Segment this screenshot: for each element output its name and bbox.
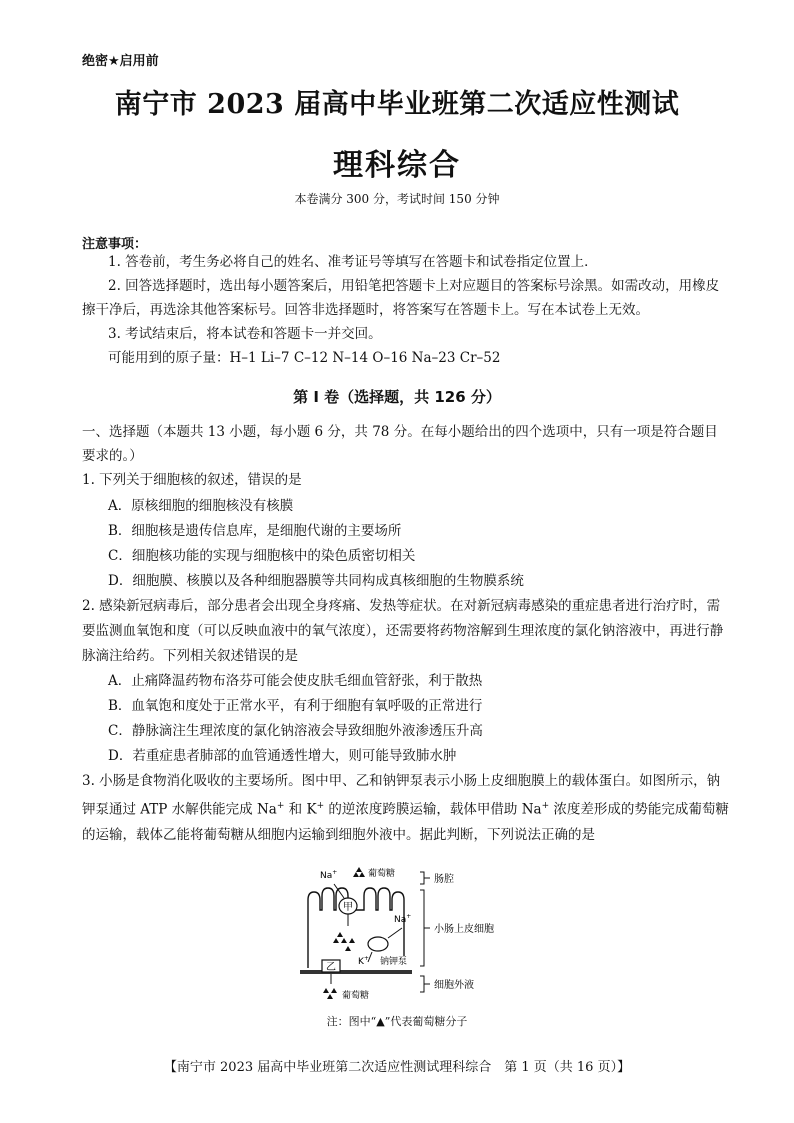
pump-label: 钠钾泵: [380, 957, 408, 967]
bracket-lumen: [420, 872, 430, 884]
glucose-molecules: [323, 867, 365, 999]
bracket-epithelium: [420, 890, 430, 966]
question-2-option-c: C．静脉滴注生理浓度的氯化钠溶液会导致细胞外液渗透压升高: [108, 723, 483, 739]
notice-heading: 注意事项：: [82, 237, 148, 252]
k-label-charge: +: [363, 955, 369, 962]
exam-subject: 理科综合: [333, 148, 461, 183]
na-label-charge: +: [332, 869, 338, 876]
carrier-yi-label: 乙: [326, 962, 336, 973]
k-label: [358, 955, 369, 967]
na-label-text: Na: [394, 915, 407, 925]
question-1-option-b: B．细胞核是遗传信息库，是细胞代谢的主要场所: [108, 523, 402, 539]
na-label-top: [320, 869, 337, 881]
basement-membrane: [300, 970, 412, 974]
question-1-option-a: A．原核细胞的细胞核没有核膜: [108, 498, 294, 514]
sodium-potassium-pump: [368, 937, 388, 951]
carrier-jia-label: 甲: [343, 902, 353, 913]
intestinal-cell-diagram: [296, 866, 516, 1006]
epithelium-label: 小肠上皮细胞: [434, 924, 494, 935]
section-title: 第 I 卷（选择题，共 126 分）: [293, 388, 501, 406]
question-1-option-d: D．细胞膜、核膜以及各种细胞器膜等共同构成真核细胞的生物膜系统: [108, 573, 524, 589]
question-1-stem: 1. 下列关于细胞核的叙述，错误的是: [82, 472, 302, 488]
confidential-mark: 绝密★启用前: [82, 54, 159, 69]
question-3-stem-part-4: 浓度差形成的势能完成葡萄糖的运输，载体乙能将葡萄糖从细胞内运输到细胞外液中。据此判断，下列说法正确的是: [82, 801, 729, 843]
superscript-plus: +: [316, 801, 325, 811]
question-3-stem: [82, 769, 732, 848]
page-footer: 【南宁市 2023 届高中毕业班第二次适应性测试理科综合 第 1 页（共 16 页）】: [163, 1060, 631, 1075]
notice-item-3: 3. 考试结束后，将本试卷和答题卡一并交回。: [108, 326, 382, 342]
question-2-option-b: B．血氧饱和度处于正常水平，有利于细胞有氧呼吸的正常进行: [108, 698, 483, 714]
lumen-label: 肠腔: [434, 874, 454, 885]
k-label-text: K: [358, 957, 364, 967]
question-2-option-d: D．若重症患者肺部的血管通透性增大，则可能导致肺水肿: [108, 748, 457, 764]
na-label-charge: +: [406, 913, 412, 920]
na-out-arrow: [388, 928, 402, 938]
glucose-label-bottom: 葡萄糖: [342, 991, 370, 1001]
question-2-stem: 2. 感染新冠病毒后，部分患者会出现全身疼痛、发热等症状。在对新冠病毒感染的重症患者进行治疗时，需要监测血氧饱和度（可以反映血液中的氧气浓度），还需要将药物溶解到生理浓度的氯化钠溶液中，再进行静脉滴注给药。下列相关叙述错误的是: [82, 598, 724, 664]
question-3-stem-part-2: 和 K: [284, 801, 317, 818]
atomic-masses: 可能用到的原子量：H–1 Li–7 C–12 N–14 O–16 Na–23 Cr–52: [108, 350, 501, 366]
question-3-stem-part-3: 的逆浓度跨膜运输，载体甲借助 Na: [324, 801, 542, 818]
bracket-ecf: [420, 976, 430, 992]
part-instructions: 一、选择题（本题共 13 小题，每小题 6 分，共 78 分。在每小题给出的四个选项中，只有一项是符合题目要求的。）: [82, 424, 718, 464]
na-label-text: Na: [320, 871, 333, 881]
notice-item-2: 2. 回答选择题时，选出每小题答案后，用铅笔把答题卡上对应题目的答案标号涂黑。如需改动，用橡皮擦干净后，再选涂其他答案标号。回答非选择题时，将答案写在答题卡上。写在本试卷上无效。: [82, 278, 720, 318]
cell-membrane-apical: [308, 888, 407, 956]
glucose-label-top: 葡萄糖: [368, 869, 396, 879]
question-3-stem-part-1: 3. 小肠是食物消化吸收的主要场所。图中甲、乙和钠钾泵表示小肠上皮细胞膜上的载体蛋白。如图所示，钠钾泵通过 ATP 水解供能完成 Na: [82, 773, 721, 818]
score-info: 本卷满分 300 分，考试时间 150 分钟: [294, 192, 500, 206]
superscript-plus: +: [276, 801, 285, 811]
question-1-option-c: C．细胞核功能的实现与细胞核中的染色质密切相关: [108, 548, 416, 564]
ecf-label: 细胞外液: [434, 980, 474, 991]
question-2-option-a: A．止痛降温药物布洛芬可能会使皮肤毛细血管舒张，利于散热: [108, 673, 483, 689]
superscript-plus: +: [541, 801, 550, 811]
diagram-note: 注：图中“▲”代表葡萄糖分子: [326, 1015, 468, 1028]
exam-title: 南宁市 2023 届高中毕业班第二次适应性测试: [114, 89, 680, 120]
notice-item-1: 1. 答卷前，考生务必将自己的姓名、准考证号等填写在答题卡和试卷指定位置上．: [108, 254, 598, 270]
na-label-right: [394, 913, 411, 925]
